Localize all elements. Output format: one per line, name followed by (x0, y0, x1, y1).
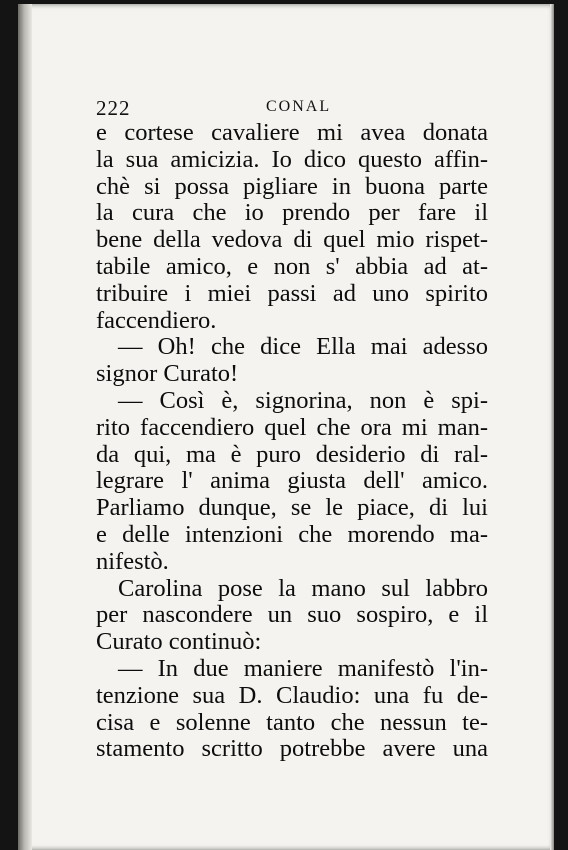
text-line: legrare l' anima giusta dell' amico. (96, 467, 488, 495)
text-line: signor Curato! (96, 360, 239, 388)
text-line: la cura che io prendo per fare il (96, 199, 488, 227)
text-line: per nascondere un suo sospiro, e il (96, 601, 488, 629)
text-line: faccendiero. (96, 306, 217, 334)
text-line: e cortese cavaliere mi avea donata (96, 119, 488, 146)
text-line: la sua amicizia. Io dico questo affin- (96, 145, 488, 173)
running-head-title: CONAL (266, 98, 332, 115)
text-line: rito faccendiero quel che ora mi man- (96, 413, 488, 441)
text-line: cisa e solenne tanto che nessun te- (96, 708, 488, 736)
text-line: — Così è, signorina, non è spi- (118, 386, 488, 414)
text-line: — Oh! che dice Ella mai adesso (118, 333, 488, 361)
text-line: Curato continuò: (96, 628, 262, 656)
text-line: tribuire i miei passi ad uno spirito (96, 279, 488, 307)
page-number: 222 (96, 96, 131, 120)
text-line: chè si possa pigliare in buona parte (96, 172, 488, 200)
text-line: tabile amico, e non s' abbia ad at- (96, 252, 488, 280)
text-line: bene della vedova di quel mio rispet- (96, 226, 488, 254)
text-line: e delle intenzioni che morendo ma- (96, 520, 488, 548)
text-line: tenzione sua D. Claudio: una fu de- (96, 681, 488, 709)
text-line: Parliamo dunque, se le piace, di lui (96, 494, 488, 522)
text-line: da qui, ma è puro desiderio di ral- (96, 440, 488, 468)
text-line: — In due maniere manifestò l'in- (118, 654, 488, 682)
page-gutter-shadow (18, 4, 32, 850)
text-line: nifestò. (96, 547, 169, 575)
body-text (96, 120, 488, 763)
text-line: stamento scritto potrebbe avere una (96, 735, 488, 763)
text-line: Carolina pose la mano sul labbro (118, 574, 488, 602)
page-right-edge (550, 4, 554, 850)
